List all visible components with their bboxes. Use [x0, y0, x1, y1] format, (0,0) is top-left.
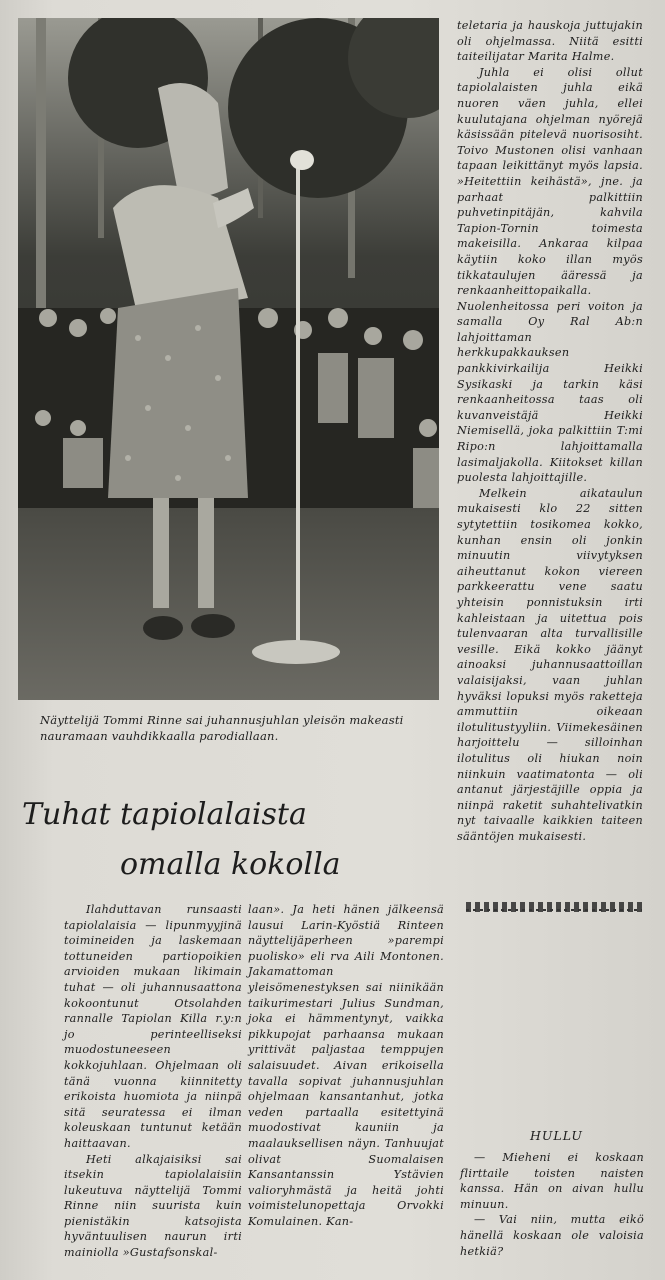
news-photo [18, 18, 439, 700]
article-paragraph: Melkein aikataulun mukaisesti klo 22 sitten sytytettiin tosikomea kokko, kunhan ensin oli jonkin minuutin viivytyksen aiheuttanut kokon viereen parkkeerattu vene saatu yhteisin ponnistuksin irti kahleistaan ja uitettua pois tulenvaaran alta turvallisille vesille. Eikä kokko jäänyt ainoaksi juhannusaattoillan valaisijaksi, vaan juhlan hyväksi lopuksi myös raketteja ammuttiin oikeaan ilotulitustyyliin. Viimekesäinen harjoittelu — silloinhan ilotulitus oli hiukan noin niinkuin vaatimatonta — oli antanut järjestäjille oppia ja niinpä raketit suhahtelivatkin nyt taivaalle kaikkien taiteen sääntöjen mukaisesti. [457, 486, 643, 843]
article-paragraph: Ilahduttavan runsaasti tapiolalaisia — lipunmyyjinä toimineiden ja laskemaan tottuneiden partiopoikien arvioiden mukaan likimain tuhat — oli juhannusaattona kokoontunut Otsolahden rannalle Tapiolan Killa r.y:n jo perinteelliseksi muodostuneeseen kokkojuhlaan. Ohjelmaan oli tänä vuonna kiinnitetty erikoista huomiota ja niinpä sitä seuratessa ei ilman koleuskaan tuntunut ketään haittaavan. [64, 903, 242, 1150]
joke-title: HULLU [530, 1128, 583, 1143]
joke-line: — Vai niin, mutta eikö hänellä koskaan ole valoisia hetkiä? [460, 1213, 644, 1258]
article-column-2 [248, 902, 444, 1229]
headline-line-2: omalla kokolla [120, 847, 341, 882]
photo-stage-performer-icon [18, 18, 439, 700]
photo-caption: Näyttelijä Tommi Rinne sai juhannusjuhlan yleisön makeasti nauramaan vauhdikkaalla parodiallaan. [40, 713, 404, 743]
article-paragraph: teletaria ja hauskoja juttujakin oli ohjelmassa. Niitä esitti taiteilijatar Marita Halme. [457, 19, 643, 64]
joke-body [460, 1150, 644, 1259]
joke-line: — Mieheni ei koskaan flirttaile toisten naisten kanssa. Hän on aivan hullu minuun. [460, 1151, 644, 1211]
article-column-3 [457, 18, 643, 844]
article-paragraph: Juhla ei olisi ollut tapiolalaisten juhla eikä nuoren väen juhla, ellei kuulutajana ohjelman nyörejä käsissään pitelevä nuorisosiht. Toivo Mustonen olisi vanhaan tapaan leikittänyt myös lapsia. »Heitettiin keihästä», jne. ja parhaat palkittiin puhvetinpitäjän, kahvila Tapion-Tornin toimesta makeisilla. Ankaraa kilpaa käytiin koko illan myös tikkataulujen ääressä ja renkaanheittopaikalla. Nuolenheitossa peri voiton ja samalla Oy Ral Ab:n lahjoittaman herkkupakkauksen pankkivirkailija Heikki Sysikaski ja tarkin käsi renkaanheitossa taas oli kuvanveistäjä Heikki Niemisellä, joka palkittiin T:mi Ripo:n lahjoittamalla lasimaljakolla. Kiitokset killan puolesta lahjoittajille. [457, 65, 643, 485]
article-headline [22, 790, 452, 890]
article-paragraph: laan». Ja heti hänen jälkeensä lausui Larin-Kyöstiä Rinteen näyttelijäperheen »parempi puolisko» eli rva Aili Montonen. Jakamattoman yleisömenestyksen sai niinikään taikurimestari Julius Sundman, joka ei hämmentynyt, vaikka pikkupojat parhaansa mukaan yrittivät paljastaa temppujen salaisuudet. Aivan erikoisella tavalla sopivat juhannusjuhlan ohjelmaan kansantanhut, jotka veden partaalla esitettyinä muodostivat kauniin ja maalauksellisen näyn. Tanhuujat olivat Suomalaisen Kansantanssin Ystävien valioryhmästä ja heitä johti voimistelunopettaja Orvokki Komulainen. Kan- [248, 903, 444, 1228]
article-column-1 [64, 902, 242, 1261]
headline-line-1: Tuhat tapiolalaista [22, 797, 307, 832]
section-divider-secondary [466, 909, 642, 911]
article-paragraph: Heti alkajaisiksi sai itsekin tapiolalaisiin lukeutuva näyttelijä Tommi Rinne niin suurista kuin pienistäkin katsojista hyväntuulisen naurun irti mainiolla »Gustafsonskal- [64, 1152, 242, 1260]
